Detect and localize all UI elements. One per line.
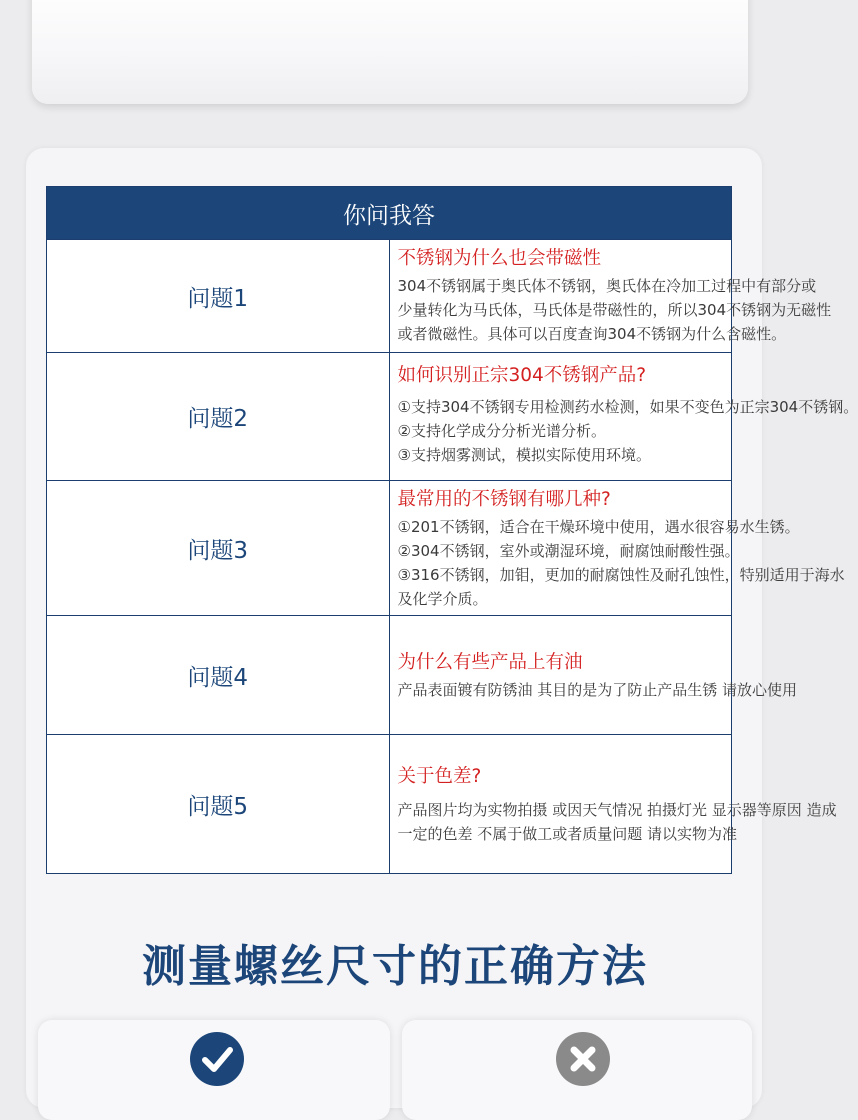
answer-line: ①201不锈钢，适合在干燥环境中使用，遇水很容易水生锈。: [397, 518, 800, 536]
question-title: 关于色差?: [397, 766, 482, 787]
qa-row-3: [47, 481, 732, 616]
answer-line: ②支持化学成分分析光谱分析。: [397, 422, 606, 440]
answer-line: ②304不锈钢，室外或潮湿环境，耐腐蚀耐酸性强。: [397, 542, 740, 560]
section-title: 测量螺丝尺寸的正确方法: [142, 941, 648, 992]
answer-line: 一定的色差 不属于做工或者质量问题 请以实物为准: [397, 825, 738, 843]
answer-line: 304不锈钢属于奥氏体不锈钢，奥氏体在冷加工过程中有部分或: [397, 277, 817, 295]
check-icon: [190, 1032, 244, 1086]
question-title: 如何识别正宗304不锈钢产品?: [397, 365, 647, 386]
question-label: 问题4: [47, 616, 390, 735]
question-title: 不锈钢为什么也会带磁性: [397, 248, 602, 269]
cross-icon: [556, 1032, 610, 1086]
product-image-card: [32, 0, 748, 104]
qa-row-1: [47, 240, 732, 353]
qa-row-5: [47, 735, 732, 874]
qa-row-2: [47, 353, 732, 481]
question-label: 问题1: [47, 240, 390, 353]
answer-cell: [389, 616, 798, 735]
question-label: 问题2: [47, 353, 390, 481]
qa-table-header: 你问我答: [47, 187, 732, 240]
answer-cell: [389, 481, 845, 616]
question-label: 问题3: [47, 481, 390, 616]
answer-line: ③316不锈钢，加钼，更加的耐腐蚀性及耐孔蚀性，特别适用于海水: [397, 566, 845, 584]
question-title: 最常用的不锈钢有哪几种?: [397, 489, 611, 510]
answer-line: 及化学介质。: [397, 590, 488, 608]
answer-line: ①支持304不锈钢专用检测药水检测，如果不变色为正宗304不锈钢。: [397, 398, 858, 416]
answer-line: 少量转化为马氏体，马氏体是带磁性的，所以304不锈钢为无磁性: [397, 301, 832, 319]
qa-table: [46, 186, 858, 874]
answer-line: 产品表面镀有防锈油 其目的是为了防止产品生锈 请放心使用: [397, 681, 798, 699]
answer-line: ③支持烟雾测试，模拟实际使用环境。: [397, 446, 651, 464]
correct-method-card: [38, 1020, 390, 1120]
qa-row-4: [47, 616, 732, 735]
question-title: 为什么有些产品上有油: [397, 652, 583, 673]
answer-cell: [389, 240, 832, 353]
answer-cell: [389, 353, 858, 481]
wrong-method-card: [402, 1020, 752, 1120]
answer-line: 或者微磁性。具体可以百度查询304不锈钢为什么含磁性。: [397, 325, 787, 343]
answer-cell: [389, 735, 837, 874]
answer-line: 产品图片均为实物拍摄 或因天气情况 拍摄灯光 显示器等原因 造成: [397, 801, 837, 819]
question-label: 问题5: [47, 735, 390, 874]
